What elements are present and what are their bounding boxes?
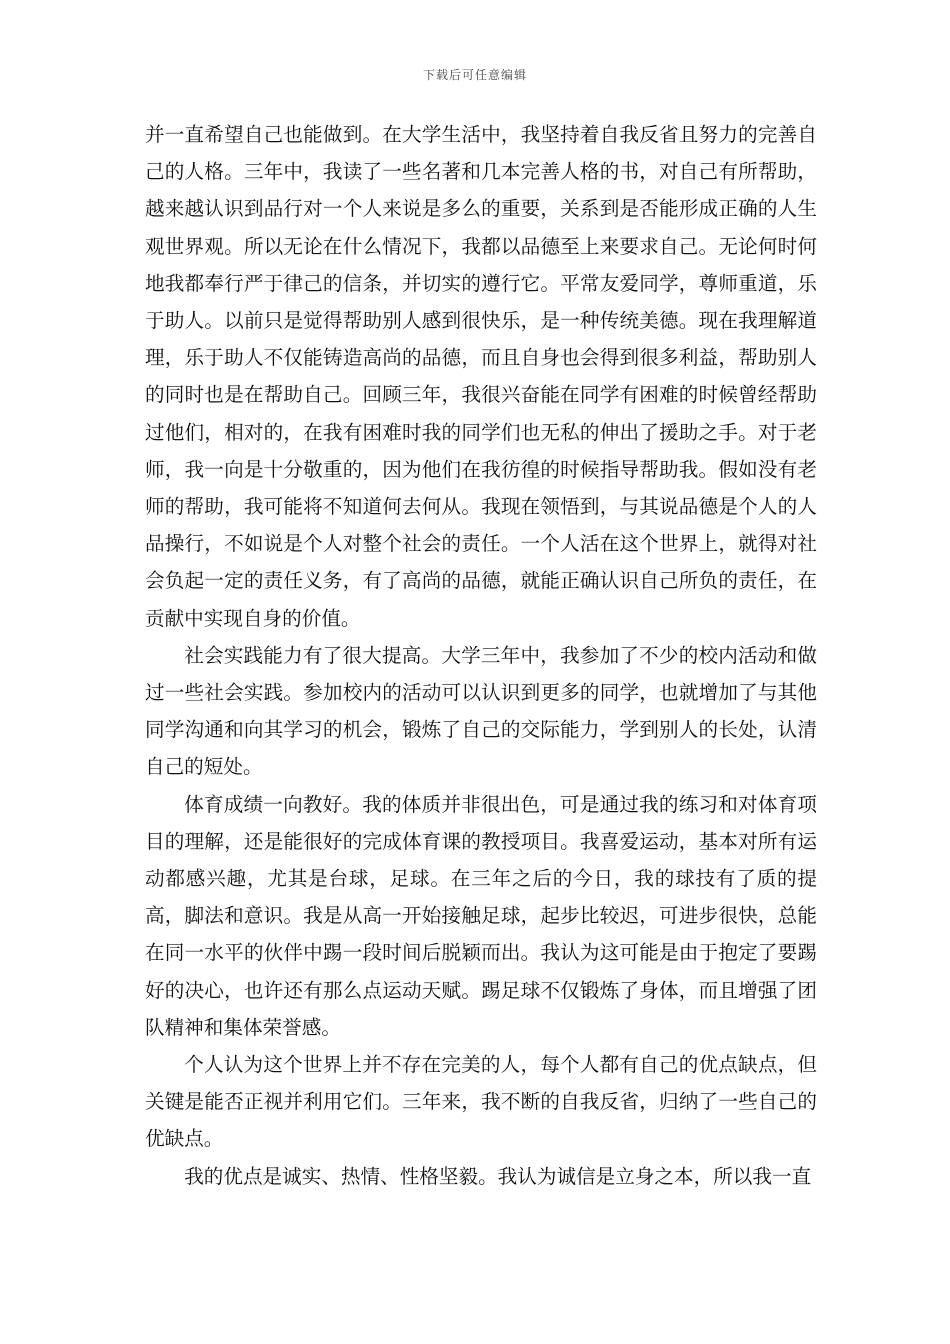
paragraph-character: 并一直希望自己也能做到。在大学生活中，我坚持着自我反省且努力的完善自己的人格。三年中，我读了一些名著和几本完善人格的书，对自己有所帮助，越来越认识到品行对一个人来说是多么的重要，关系到是否能形成正确的人生观世界观。所以无论在什么情况下，我都以品德至上来要求自己。无论何时何地我都奉行严于律己的信条，并切实的遵行它。平常友爱同学，尊师重道，乐于助人。以前只是觉得帮助别人感到很快乐，是一种传统美德。现在我理解道理，乐于助人不仅能铸造高尚的品德，而且自身也会得到很多利益，帮助别人的同时也是在帮助自己。回顾三年，我很兴奋能在同学有困难的时候曾经帮助过他们，相对的，在我有困难时我的同学们也无私的伸出了援助之手。对于老师，我一向是十分敬重的，因为他们在我彷徨的时候指导帮助我。假如没有老师的帮助，我可能将不知道何去何从。我现在领悟到，与其说品德是个人的人品操行，不如说是个人对整个社会的责任。一个人活在这个世界上，就得对社会负起一定的责任义务，有了高尚的品德，就能正确认识自己所负的责任，在贡献中实现自身的价值。 xyxy=(145,123,817,630)
document-body xyxy=(145,116,817,1195)
paragraph-self-reflection: 个人认为这个世界上并不存在完美的人，每个人都有自己的优点缺点，但关键是能否正视并利用它们。三年来，我不断的自我反省，归纳了一些自己的优缺点。 xyxy=(145,1053,817,1151)
paragraph-strengths: 我的优点是诚实、热情、性格坚毅。我认为诚信是立身之本，所以我一直 xyxy=(184,1164,812,1188)
paragraph-social-practice: 社会实践能力有了很大提高。大学三年中，我参加了不少的校内活动和做过一些社会实践。参加校内的活动可以认识到更多的同学，也就增加了与其他同学沟通和向其学习的机会，锻炼了自己的交际能力，学到别人的长处，认清自己的短处。 xyxy=(145,643,817,779)
page-header: 下载后可任意编辑 xyxy=(422,68,527,82)
paragraph-sports: 体育成绩一向教好。我的体质并非很出色，可是通过我的练习和对体育项目的理解，还是能很好的完成体育课的教授项目。我喜爱运动，基本对所有运动都感兴趣，尤其是台球，足球。在三年之后的今日，我的球技有了质的提高，脚法和意识。我是从高一开始接触足球，起步比较迟，可进步很快，总能在同一水平的伙伴中踢一段时间后脱颖而出。我认为这可能是由于抱定了要踢好的决心，也许还有那么点运动天赋。踢足球不仅锻炼了身体，而且增强了团队精神和集体荣誉感。 xyxy=(145,792,817,1039)
